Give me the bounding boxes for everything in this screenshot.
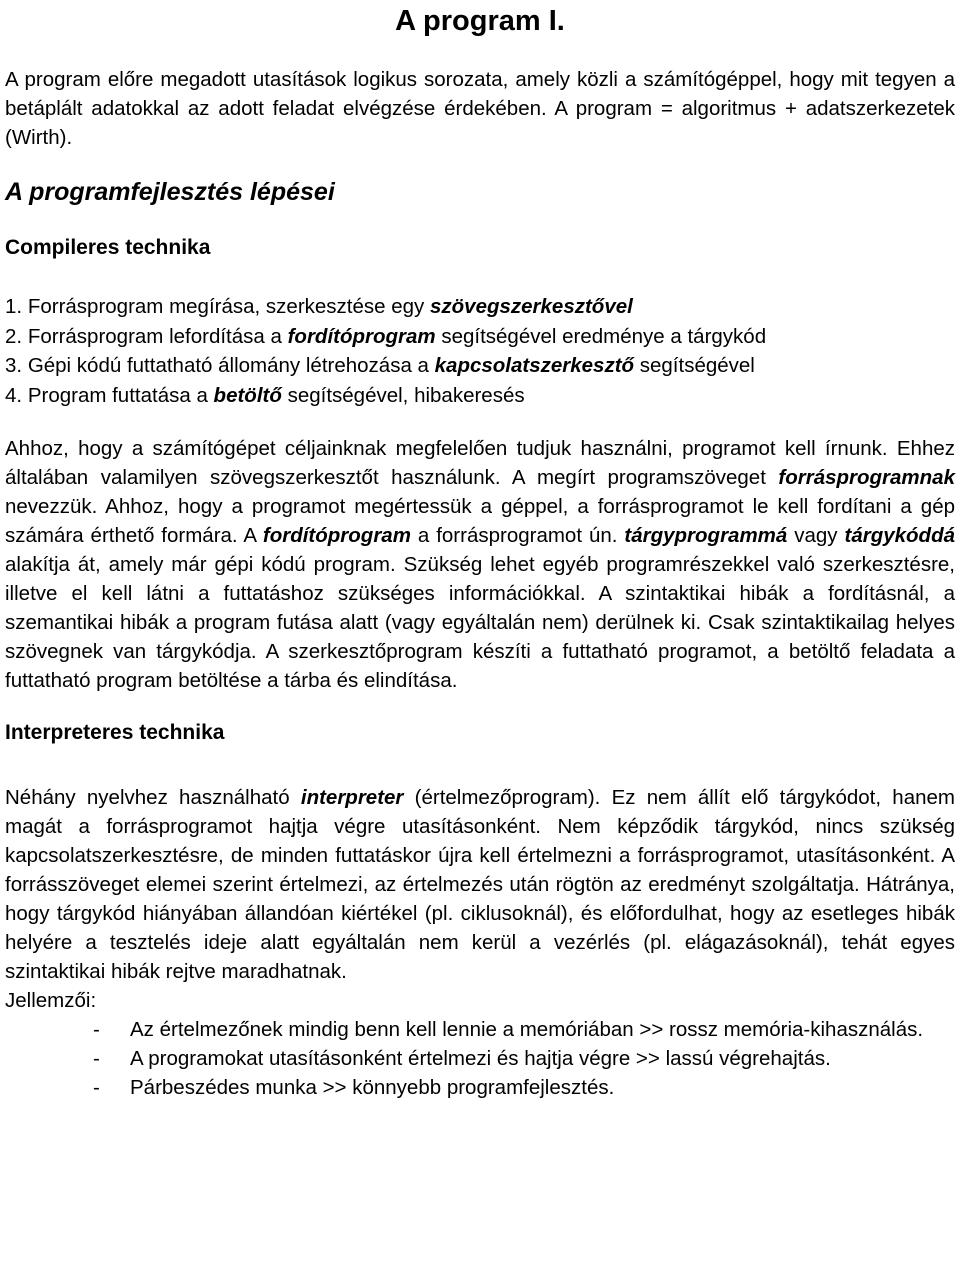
feature-text: Párbeszédes munka >> könnyebb programfejlesztés. [130, 1076, 615, 1099]
step-text: Forrásprogram lefordítása a [27, 324, 288, 348]
step-text: Gépi kódú futtatható állomány létrehozása a [27, 354, 435, 377]
step-text: Forrásprogram megírása, szerkesztése egy [27, 295, 430, 318]
term-compiler: fordítóprogram [262, 524, 411, 547]
list-item [5, 381, 955, 411]
step-term: betöltő [213, 383, 282, 407]
list-item [5, 292, 955, 322]
term-interpreter: interpreter [300, 786, 404, 809]
dash-bullet: - [93, 1076, 100, 1099]
step-text-after: segítségével [634, 354, 755, 377]
list-item [93, 1073, 955, 1102]
subheading-compiler-technique: Compileres technika [5, 236, 211, 259]
list-item [5, 351, 955, 381]
step-term: szövegszerkesztővel [430, 295, 633, 318]
step-text-after: segítségével eredménye a tárgykód [435, 324, 767, 348]
step-number: 2. [5, 324, 23, 348]
step-number: 1. [5, 295, 23, 318]
compiler-paragraph [5, 434, 955, 695]
step-term: fordítóprogram [287, 324, 436, 348]
paragraph-text: Ahhoz, hogy a számítógépet céljainknak megfelelően tudjuk használni, programot kell írnunk. Ehhez általában valamilyen szövegszerkesztőt használunk. A megírt programszöveget [5, 437, 955, 489]
step-number: 4. [5, 383, 23, 407]
section-heading-development-steps: A programfejlesztés lépései [5, 178, 335, 206]
feature-text: A programokat utasításonként értelmezi és hajtja végre >> lassú végrehajtás. [130, 1047, 831, 1070]
list-item [93, 1044, 955, 1073]
paragraph-text: Néhány nyelvhez használható [5, 786, 301, 809]
step-number: 3. [5, 354, 23, 377]
feature-text: Az értelmezőnek mindig benn kell lennie a memóriában >> rossz memória-kihasználás. [130, 1018, 924, 1041]
subheading-interpreter-technique: Interpreteres technika [5, 721, 225, 744]
development-steps-list [5, 292, 955, 410]
term-object-program: tárgyprogrammá [624, 524, 788, 547]
list-item [93, 1015, 955, 1044]
step-term: kapcsolatszerkesztő [434, 354, 635, 377]
step-text-after: segítségével, hibakeresés [281, 383, 525, 407]
term-source-program: forrásprogramnak [778, 466, 955, 489]
paragraph-text: a forrásprogramot ún. [410, 524, 625, 547]
term-object-code: tárgykóddá [844, 524, 955, 547]
paragraph-text: (értelmezőprogram). Ez nem állít elő tárgykódot, hanem magát a forrásprogramot hajtja végre utasításonként. Nem képződik tárgykód, nincs szükség kapcsolatszerkesztésre, de minden futtatáskor újra kell értelmezni a forrásprogramot, utasításonként. A forrásszöveget elemei szerint értelmezi, az értelmezés után rögtön az eredményt szolgáltatja. Hátránya, hogy tárgykód hiányában állandóan kiértékel (pl. ciklusoknál), és előfordulhat, hogy az esetleges hibák helyére a tesztelés ideje alatt egyáltalán nem kerül a vezérlés (pl. elágazásoknál), tehát egyes szintaktikai hibák rejtve maradhatnak. [5, 786, 955, 983]
interpreter-paragraph [5, 783, 955, 986]
page-title: A program I. [395, 5, 565, 37]
dash-bullet: - [93, 1047, 100, 1070]
paragraph-text: vagy [787, 524, 845, 547]
intro-paragraph: A program előre megadott utasítások logikus sorozata, amely közli a számítógéppel, hogy mit tegyen a betáplált adatokkal az adott feladat elvégzése érdekében. A program = algoritmus + adatszerkezetek (Wirth). [5, 68, 955, 149]
step-text: Program futtatása a [27, 383, 214, 407]
paragraph-text: nevezzük. Ahhoz, hogy a programot megértessük a géppel, a forrásprogramot le kell fordítani a gép számára érthető formára. A [5, 495, 955, 547]
features-label: Jellemzői: [5, 989, 97, 1012]
paragraph-text: alakítja át, amely már gépi kódú program. Szükség lehet egyéb programrészekkel való szerkesztésre, illetve el kell látni a futtatáshoz szükséges információkkal. A szintaktikai hibák a fordításnál, a szemantikai hibák a program futása alatt (vagy egyáltalán nem) derülnek ki. Csak szintaktikailag helyes szövegnek van tárgykódja. A szerkesztőprogram készíti a futtatható programot, a betöltő feladata a futtatható program betöltése a tárba és elindítása. [5, 553, 955, 692]
list-item [5, 322, 955, 352]
features-list [5, 1015, 955, 1102]
dash-bullet: - [93, 1018, 100, 1041]
